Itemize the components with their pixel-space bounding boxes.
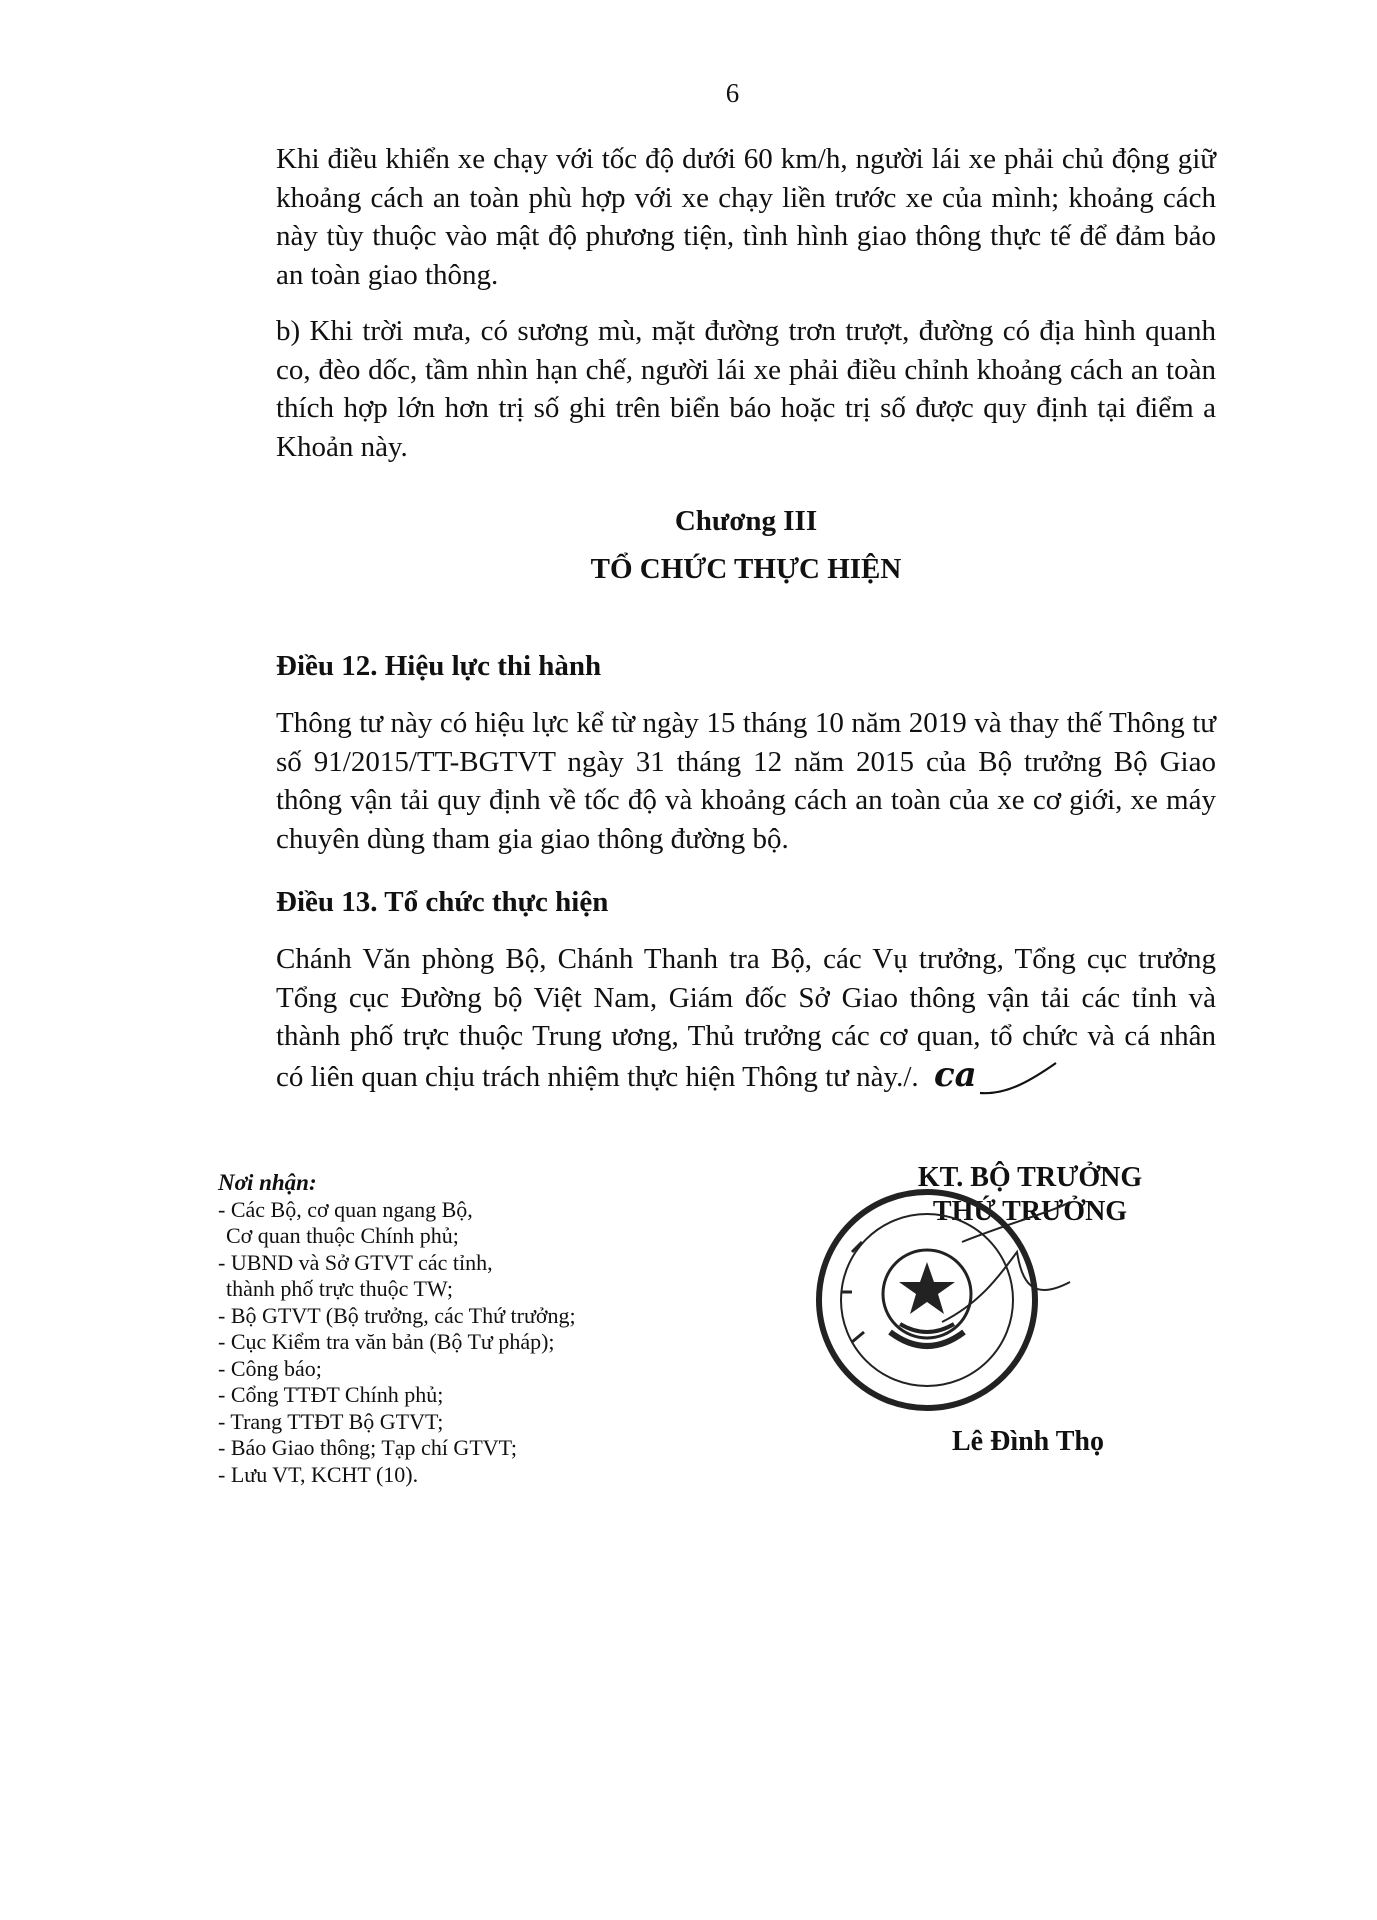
page-number: 6 bbox=[725, 78, 740, 108]
initials-handwriting: ca bbox=[933, 1054, 977, 1095]
recipient-item: - Bộ GTVT (Bộ trưởng, các Thứ trưởng; bbox=[218, 1302, 576, 1328]
recipient-item: - Các Bộ, cơ quan ngang Bộ, bbox=[218, 1196, 473, 1222]
article11-continuation bbox=[276, 140, 1216, 484]
signature-line-2: THỨ TRƯỞNG bbox=[932, 1196, 1128, 1227]
article-12-paragraph: Thông tư này có hiệu lực kể từ ngày 15 tháng 10 năm 2019 và thay thế Thông tư số 91/2015/TT-BGTVT ngày 31 tháng 12 năm 2015 của Bộ trưởng Bộ Giao thông vận tải quy định về tốc độ và khoảng cách an toàn của xe cơ giới, xe máy chuyên dùng tham gia giao thông đường bộ. bbox=[276, 707, 1216, 855]
recipient-item: - Báo Giao thông; Tạp chí GTVT; bbox=[218, 1435, 517, 1460]
initials-stroke bbox=[978, 1059, 1058, 1099]
recipient-item: - Công báo; bbox=[218, 1355, 322, 1381]
recipient-item: - Cục Kiểm tra văn bản (Bộ Tư pháp); bbox=[218, 1329, 555, 1354]
recipients-list bbox=[218, 1170, 698, 1488]
article-12-title: Điều 12. Hiệu lực thi hành bbox=[276, 650, 602, 682]
signer-name: Lê Đình Thọ bbox=[952, 1426, 1104, 1457]
article-13-paragraph: Chánh Văn phòng Bộ, Chánh Thanh tra Bộ, các Vụ trưởng, Tổng cục trưởng Tổng cục Đường bộ Việt Nam, Giám đốc Sở Giao thông vận tải các tỉnh và thành phố trực thuộc Trung ương, Thủ trưởng các cơ quan, tổ chức và cá nhân có liên quan chịu trách nhiệm thực hiện Thông tư này./. ca bbox=[276, 940, 1216, 1099]
recipients-heading: Nơi nhận: bbox=[218, 1170, 317, 1195]
recipient-item: Cơ quan thuộc Chính phủ; bbox=[226, 1223, 459, 1248]
signature-line-1: KT. BỘ TRƯỞNG bbox=[917, 1162, 1143, 1193]
chapter-number: Chương III bbox=[674, 505, 818, 537]
paragraph-b: b) Khi trời mưa, có sương mù, mặt đường trơn trượt, đường có địa hình quanh co, đèo dốc, tầm nhìn hạn chế, người lái xe phải điều chỉnh khoảng cách an toàn thích hợp lớn hơn trị số ghi trên biển báo hoặc trị số được quy định tại điểm a Khoản này. bbox=[276, 315, 1216, 463]
article-13-title: Điều 13. Tổ chức thực hiện bbox=[276, 886, 609, 918]
recipient-item: thành phố trực thuộc TW; bbox=[226, 1276, 453, 1301]
recipient-item: - Cổng TTĐT Chính phủ; bbox=[218, 1382, 444, 1407]
article-13-text bbox=[276, 940, 1216, 1117]
article-12-text bbox=[276, 704, 1216, 876]
recipient-item: - Trang TTĐT Bộ GTVT; bbox=[218, 1408, 444, 1434]
paragraph-a-continuation: Khi điều khiển xe chạy với tốc độ dưới 60 km/h, người lái xe phải chủ động giữ khoảng cách an toàn phù hợp với xe chạy liền trước xe của mình; khoảng cách này tùy thuộc vào mật độ phương tiện, tình hình giao thông thực tế để đảm bảo an toàn giao thông. bbox=[276, 143, 1216, 291]
chapter-title: TỔ CHỨC THỰC HIỆN bbox=[590, 553, 902, 585]
recipient-item: - Lưu VT, KCHT (10). bbox=[218, 1461, 419, 1487]
official-seal-icon bbox=[812, 1182, 1072, 1422]
recipient-item: - UBND và Sở GTVT các tỉnh, bbox=[218, 1249, 493, 1275]
